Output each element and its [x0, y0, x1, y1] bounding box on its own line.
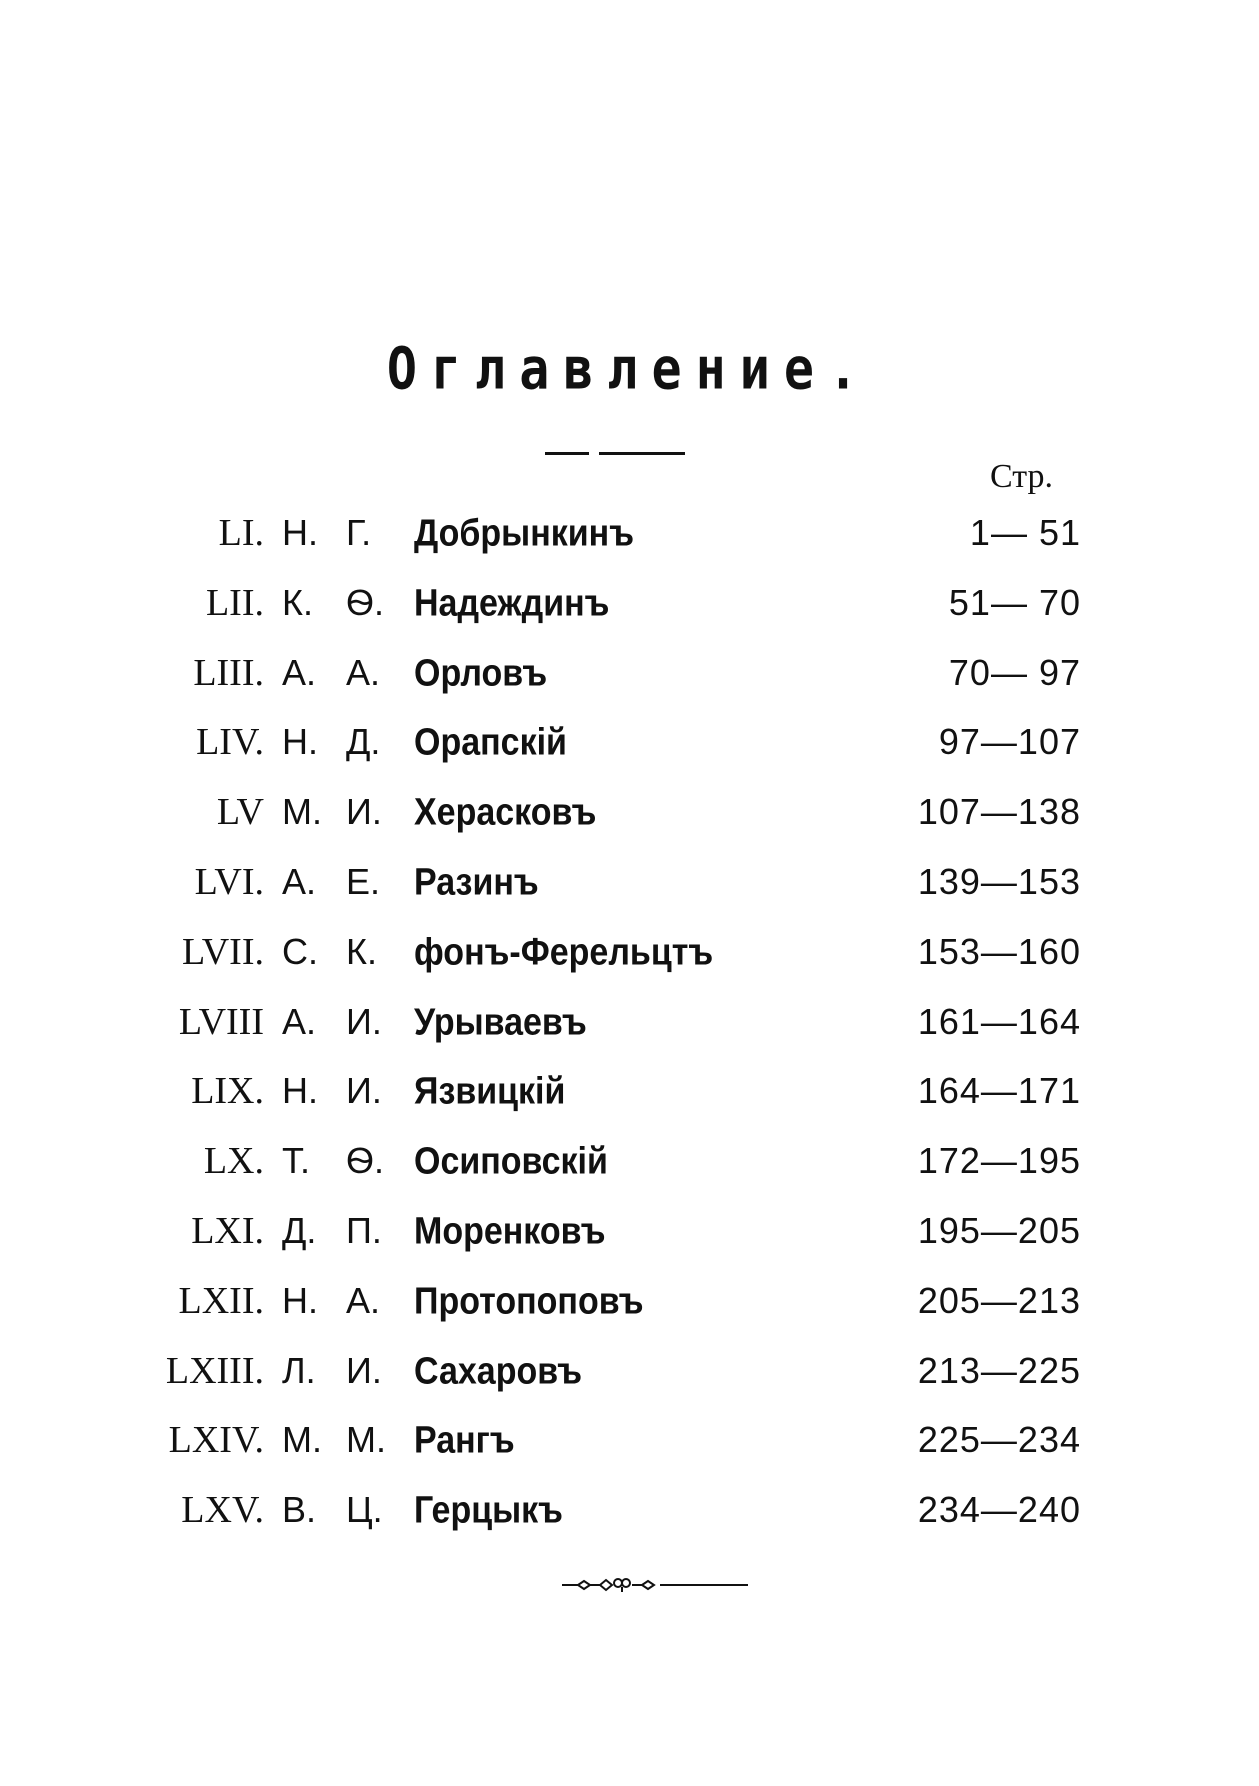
toc-entry	[0, 851, 1259, 921]
entry-page-range: 205—213	[917, 1279, 1081, 1321]
entry-second-initial: Ѳ.	[346, 581, 385, 623]
entry-roman-numeral: LVIII	[178, 1000, 264, 1043]
page-title: Оглавление.	[386, 335, 873, 403]
title-rule-divider	[545, 452, 685, 455]
toc-entry	[0, 642, 1259, 712]
entry-first-initial: Н.	[282, 512, 318, 553]
entry-second-initial: К.	[346, 930, 377, 972]
entry-first-initial: В.	[282, 1489, 317, 1531]
toc-entry	[0, 991, 1259, 1061]
entry-second-initial: Ѳ.	[346, 1140, 385, 1182]
entry-roman-numeral: LXI.	[191, 1209, 264, 1252]
entry-surname: фонъ-Ферельцтъ	[414, 930, 714, 974]
entry-surname: Герцыкъ	[414, 1488, 563, 1532]
entry-roman-numeral: LX.	[203, 1140, 264, 1183]
entry-page-range: 164—171	[917, 1070, 1081, 1112]
toc-entry	[0, 1409, 1259, 1479]
entry-roman-numeral: LVI.	[194, 860, 264, 903]
page-column-label: Стр.	[990, 458, 1054, 495]
entry-page-range: 51— 70	[948, 581, 1081, 623]
rule-segment	[599, 452, 685, 455]
entry-page-range: 139—153	[917, 860, 1081, 902]
entry-surname: Орапскій	[414, 721, 567, 764]
toc-entry	[0, 921, 1259, 991]
entry-page-range: 213—225	[917, 1349, 1081, 1391]
entry-page-range: 97—107	[938, 721, 1081, 763]
ornament-divider-icon	[560, 1574, 750, 1594]
entry-first-initial: М.	[282, 791, 322, 833]
entry-second-initial: Е.	[346, 860, 381, 902]
entry-first-initial: А.	[282, 651, 317, 693]
entry-roman-numeral: LII.	[205, 581, 264, 624]
entry-second-initial: М.	[346, 1419, 386, 1461]
entry-first-initial: Т.	[282, 1140, 311, 1182]
entry-surname: Язвицкій	[414, 1070, 566, 1113]
entry-second-initial: П.	[346, 1209, 382, 1251]
rule-segment	[545, 452, 589, 455]
entry-page-range: 161—164	[917, 1000, 1081, 1042]
toc-entry	[0, 781, 1259, 851]
entry-second-initial: А.	[346, 651, 381, 693]
entry-first-initial: С.	[282, 930, 318, 972]
entry-page-range: 153—160	[917, 930, 1081, 972]
entry-surname: Сахаровъ	[414, 1349, 583, 1392]
entry-surname: Осиповскій	[414, 1139, 608, 1183]
entry-second-initial: Д.	[346, 721, 381, 763]
entry-first-initial: А.	[282, 1000, 317, 1042]
entry-surname: Урываевъ	[414, 1000, 587, 1043]
toc-entry	[0, 1270, 1259, 1340]
entry-roman-numeral: LV	[216, 791, 264, 834]
entry-surname: Орловъ	[414, 651, 548, 694]
entry-surname: Разинъ	[414, 860, 539, 904]
toc-entry	[0, 711, 1259, 781]
entry-second-initial: Ц.	[346, 1489, 383, 1531]
table-of-contents	[0, 502, 1259, 1549]
entry-roman-numeral: LVII.	[182, 930, 264, 973]
toc-entry	[0, 502, 1259, 572]
entry-page-range: 107—138	[917, 791, 1081, 833]
entry-first-initial: Н.	[282, 1279, 318, 1321]
entry-page-range: 225—234	[917, 1419, 1081, 1461]
entry-surname: Протопоповъ	[414, 1279, 644, 1323]
entry-second-initial: И.	[346, 1000, 382, 1042]
entry-first-initial: Л.	[282, 1349, 316, 1391]
entry-first-initial: Н.	[282, 1070, 318, 1112]
entry-surname: Добрынкинъ	[414, 511, 634, 555]
entry-surname: Рангъ	[414, 1419, 515, 1462]
toc-entry	[0, 1130, 1259, 1200]
entry-second-initial: И.	[346, 791, 382, 833]
entry-first-initial: Н.	[282, 721, 318, 763]
toc-entry	[0, 1060, 1259, 1130]
toc-entry	[0, 572, 1259, 642]
entry-first-initial: А.	[282, 860, 317, 902]
toc-entry	[0, 1479, 1259, 1549]
entry-first-initial: К.	[282, 581, 313, 623]
entry-surname: Херасковъ	[414, 790, 597, 834]
entry-first-initial: М.	[282, 1419, 322, 1461]
entry-roman-numeral: LXII.	[178, 1279, 264, 1322]
toc-entry	[0, 1200, 1259, 1270]
entry-roman-numeral: LXV.	[181, 1489, 264, 1532]
entry-page-range: 70— 97	[948, 651, 1081, 693]
entry-surname: Моренковъ	[414, 1209, 606, 1253]
entry-roman-numeral: LXIV.	[168, 1419, 264, 1462]
entry-roman-numeral: LIII.	[193, 651, 264, 694]
entry-second-initial: И.	[346, 1349, 382, 1391]
entry-page-range: 195—205	[917, 1209, 1081, 1251]
entry-roman-numeral: LIV.	[196, 721, 264, 764]
entry-page-range: 172—195	[917, 1140, 1081, 1182]
entry-second-initial: А.	[346, 1279, 381, 1321]
entry-second-initial: И.	[346, 1070, 382, 1112]
entry-roman-numeral: LIX.	[191, 1070, 264, 1113]
entry-first-initial: Д.	[282, 1209, 317, 1251]
entry-roman-numeral: LXIII.	[165, 1349, 264, 1392]
entry-page-range: 234—240	[917, 1489, 1081, 1531]
entry-page-range: 1— 51	[969, 512, 1081, 553]
entry-surname: Надеждинъ	[414, 581, 610, 625]
entry-second-initial: Г.	[346, 512, 372, 553]
toc-entry	[0, 1340, 1259, 1410]
entry-roman-numeral: LI.	[218, 512, 264, 554]
